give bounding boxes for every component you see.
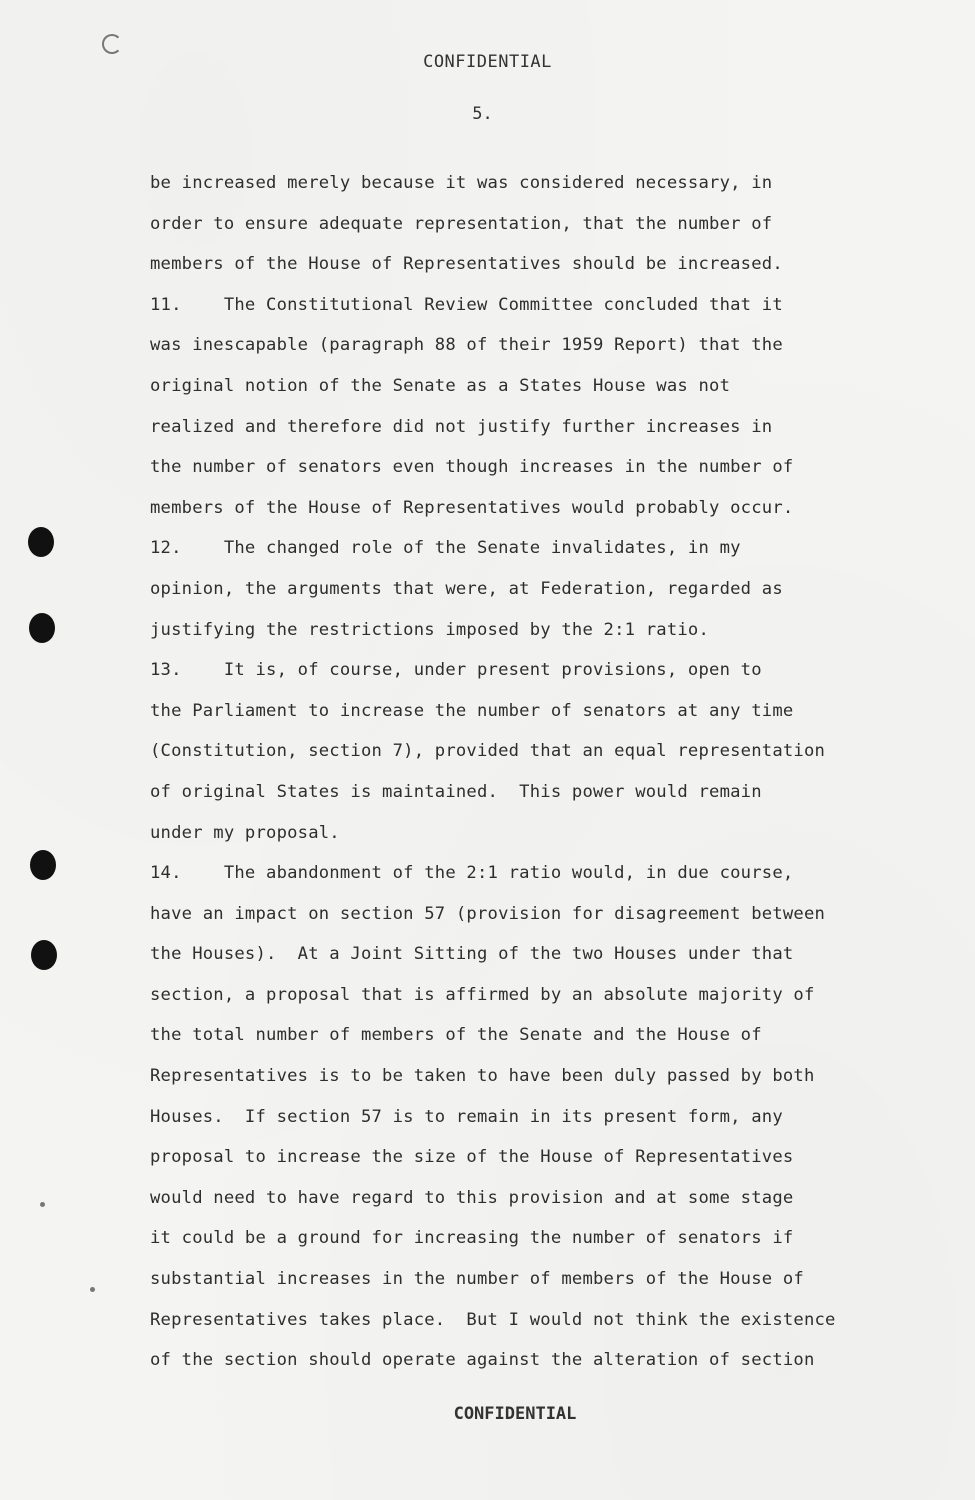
text-line: be increased merely because it was considered necessary, in [150,173,773,193]
text-line: was inescapable (paragraph 88 of their 1959 Report) that the [150,335,783,356]
text-line: Representatives is to be taken to have been duly passed by both [150,1066,815,1087]
text-line: substantial increases in the number of members of the House of [150,1269,804,1290]
text-line: Houses. If section 57 is to remain in its present form, any [150,1106,783,1127]
text-line: of original States is maintained. This power would remain [150,781,762,802]
punch-hole [29,613,55,643]
paragraph-12-start: 12. The changed role of the Senate invalidates, in my [150,538,741,559]
document-body [150,163,950,1381]
text-line: it could be a ground for increasing the number of senators if [150,1228,794,1249]
text-line: of the section should operate against the alteration of section [150,1350,815,1371]
text-line: the number of senators even though increases in the number of [150,457,794,478]
text-line: have an impact on section 57 (provision for disagreement between [150,903,826,924]
text-line: members of the House of Representatives would probably occur. [150,497,794,518]
text-line: the total number of members of the Senate and the House of [150,1025,762,1046]
paragraph-14-start: 14. The abandonment of the 2:1 ratio would, in due course, [150,863,794,884]
footer-classification: CONFIDENTIAL [453,1404,577,1424]
text-line: the Parliament to increase the number of senators at any time [150,700,794,721]
text-line: realized and therefore did not justify further increases in [150,416,773,437]
text-line: under my proposal. [150,822,340,843]
text-line: Representatives takes place. But I would not think the existence [150,1309,836,1330]
text-line: original notion of the Senate as a States House was not [150,375,731,396]
text-line: the Houses). At a Joint Sitting of the two Houses under that [150,944,794,965]
punch-hole [28,527,54,557]
page-number: 5. [472,104,493,124]
corner-mark [102,34,122,54]
paragraph-11-start: 11. The Constitutional Review Committee concluded that it [150,294,783,315]
text-line: order to ensure adequate representation, that the number of [150,213,773,234]
text-line: would need to have regard to this provision and at some stage [150,1187,794,1208]
punch-hole [31,940,57,970]
punch-hole [30,850,56,880]
text-line: justifying the restrictions imposed by the 2:1 ratio. [150,619,710,640]
paper-speck [90,1287,95,1292]
text-line: section, a proposal that is affirmed by an absolute majority of [150,984,815,1005]
text-line: opinion, the arguments that were, at Federation, regarded as [150,578,783,599]
paper-speck [40,1202,45,1207]
text-line: proposal to increase the size of the House of Representatives [150,1147,794,1168]
paragraph-13-start: 13. It is, of course, under present provisions, open to [150,660,762,681]
text-line: (Constitution, section 7), provided that an equal representation [150,741,826,762]
text-line: members of the House of Representatives should be increased. [150,254,783,275]
header-classification: CONFIDENTIAL [423,52,552,72]
